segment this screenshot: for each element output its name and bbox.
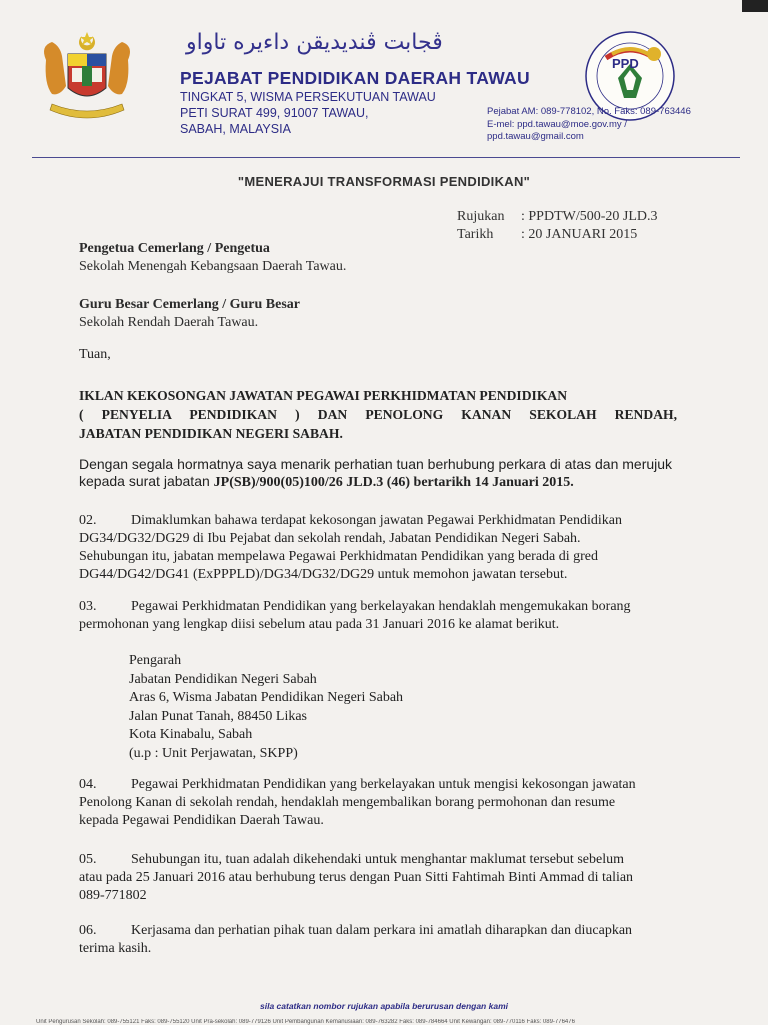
contact-info (487, 106, 691, 144)
paragraph-line: Pegawai Perkhidmatan Pendidikan yang berkelayakan untuk mengisi kekosongan jawatan (131, 777, 636, 792)
paragraph-line: terima kasih. (79, 941, 152, 956)
paragraph-line: kepada Pegawai Pendidikan Daerah Tawau. (79, 813, 324, 828)
footer-note: sila catatkan nombor rujukan apabila berurusan dengan kami (260, 1001, 508, 1011)
paragraph-05 (79, 851, 674, 905)
recipient-title: Pengetua Cemerlang / Pengetua (79, 241, 270, 256)
motto: "MENERAJUI TRANSFORMASI PENDIDIKAN" (237, 174, 531, 189)
paragraph-number: 06. (79, 923, 97, 938)
address-line: (u.p : Unit Perjawatan, SKPP) (129, 745, 298, 761)
subject-line: JABATAN PENDIDIKAN NEGERI SABAH. (79, 426, 343, 441)
jawi-title: ڤجابت ڤنديديقن داءيره تاواو (186, 30, 443, 55)
subject-heading (79, 386, 677, 443)
mailing-address (129, 652, 403, 763)
address-line: Jabatan Pendidikan Negeri Sabah (129, 671, 317, 687)
coat-of-arms-emblem (38, 30, 136, 122)
intro-paragraph (79, 456, 674, 491)
paragraph-number: 04. (79, 777, 97, 792)
recipient-block (79, 296, 300, 332)
paragraph-number: 05. (79, 852, 97, 867)
footer-contacts: Unit Pengurusan Sekolah: 089-755121 Faks: 089-755120 Unit Pra-sekolah: 089-779126 Unit Pembangunan Kemanusiaan: 089-763282 Faks: 089-784664 Unit Kewangan: 089-770116 Faks: 089-776476 (36, 1019, 575, 1025)
organization-name: PEJABAT PENDIDIKAN DAERAH TAWAU (180, 68, 530, 88)
paragraph-line: Penolong Kanan di sekolah rendah, hendaklah mengembalikan borang permohonan dan resume (79, 795, 616, 810)
subject-line: ( PENYELIA PENDIDIKAN ) DAN PENOLONG KANAN SEKOLAH RENDAH, (79, 407, 677, 422)
paragraph-line: atau pada 25 Januari 2016 atau berhubung terus dengan Puan Sitti Fahtimah Binti Ammad di talian (79, 870, 634, 885)
paragraph-line: DG44/DG42/DG41 (ExPPPLD)/DG34/DG32/DG29 untuk memohon jawatan tersebut. (79, 567, 568, 582)
contact-line: E-mel: ppd.tawau@moe.gov.my / (487, 118, 627, 130)
intro-text: kepada surat jabatan (79, 473, 214, 489)
paragraph-line: permohonan yang lengkap diisi sebelum atau pada 31 Januari 2016 ke alamat berikut. (79, 617, 560, 632)
letter-reference: JP(SB)/900(05)100/26 JLD.3 (46) bertarikh 14 Januari 2015. (213, 475, 574, 490)
paragraph-03 (79, 598, 674, 634)
address-line: Jalan Punat Tanah, 88450 Likas (129, 708, 308, 724)
recipient-block (79, 240, 346, 276)
paragraph-number: 02. (79, 513, 97, 528)
tarikh-value: : 20 JANUARI 2015 (521, 227, 638, 242)
paragraph-line: 089-771802 (79, 888, 147, 903)
contact-line: ppd.tawau@gmail.com (487, 131, 584, 142)
paragraph-line: Dimaklumkan bahawa terdapat kekosongan jawatan Pegawai Perkhidmatan Pendidikan (131, 513, 623, 528)
header-divider (32, 157, 740, 158)
contact-line: Pejabat AM: 089-778102, No. Faks: 089-763446 (487, 106, 691, 117)
intro-line (79, 473, 674, 491)
corner-mark (742, 0, 768, 12)
address-line: Pengarah (129, 653, 182, 668)
recipient-org: Sekolah Menengah Kebangsaan Daerah Tawau. (79, 259, 347, 274)
address-line: PETI SURAT 499, 91007 TAWAU, (180, 106, 369, 120)
paragraph-line: Sehubungan itu, tuan adalah dikehendaki untuk menghantar maklumat tersebut sebelum (131, 852, 624, 867)
subject-line: IKLAN KEKOSONGAN JAWATAN PEGAWAI PERKHIDMATAN PENDIDIKAN (79, 388, 568, 403)
paragraph-line: Pegawai Perkhidmatan Pendidikan yang berkelayakan hendaklah mengemukakan borang (131, 599, 631, 614)
recipient-title: Guru Besar Cemerlang / Guru Besar (79, 297, 301, 312)
rujukan-value: : PPDTW/500-20 JLD.3 (521, 209, 658, 224)
recipient-org: Sekolah Rendah Daerah Tawau. (79, 315, 259, 330)
address-line: SABAH, MALAYSIA (180, 122, 291, 136)
paragraph-02 (79, 512, 674, 584)
address-line: Kota Kinabalu, Sabah (129, 727, 253, 742)
address-line: Aras 6, Wisma Jabatan Pendidikan Negeri Sabah (129, 690, 404, 705)
paragraph-line: Kerjasama dan perhatian pihak tuan dalam perkara ini amatlah diharapkan dan diucapkan (131, 923, 633, 938)
intro-line: Dengan segala hormatnya saya menarik perhatian tuan berhubung perkara di atas dan merujuk (79, 456, 673, 472)
logo-text: PPD (612, 56, 639, 71)
office-address (180, 89, 436, 137)
paragraph-04 (79, 776, 674, 830)
rujukan-label: Rujukan (457, 209, 505, 224)
tarikh-label: Tarikh (457, 227, 494, 242)
paragraph-number: 03. (79, 599, 97, 614)
address-line: TINGKAT 5, WISMA PERSEKUTUAN TAWAU (180, 90, 436, 104)
paragraph-06 (79, 922, 674, 958)
paragraph-line: Sehubungan itu, jabatan mempelawa Pegawai Perkhidmatan Pendidikan yang berada di gred (79, 549, 599, 564)
paragraph-line: DG34/DG32/DG29 di Ibu Pejabat dan sekolah rendah, Jabatan Pendidikan Negeri Sabah. (79, 531, 581, 546)
salutation: Tuan, (79, 347, 111, 362)
reference-block (457, 208, 658, 244)
